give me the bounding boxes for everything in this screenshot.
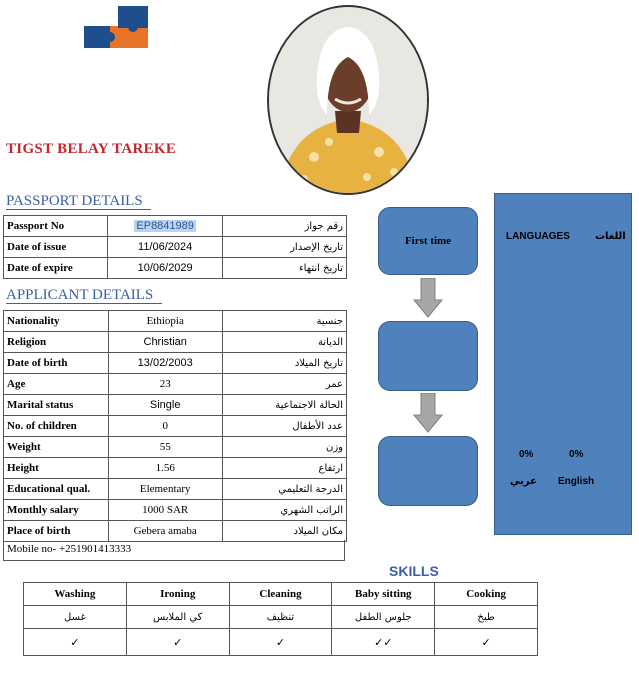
down-arrow-icon bbox=[413, 278, 443, 318]
arabic-language-label: عربي bbox=[510, 476, 537, 487]
skills-arabic-row bbox=[24, 606, 538, 629]
nationality-label: Nationality bbox=[4, 311, 109, 332]
table-row bbox=[4, 521, 347, 542]
table-row bbox=[4, 237, 347, 258]
passport-details-title: PASSPORT DETAILS bbox=[6, 193, 151, 210]
religion-label: Religion bbox=[4, 332, 109, 353]
flow-box-label: First time bbox=[404, 235, 452, 247]
passport-no-highlight: EP8841989 bbox=[136, 220, 194, 232]
date-of-expire-value: 10/06/2029 bbox=[108, 258, 223, 279]
passport-no-arabic: رقم جواز bbox=[222, 216, 346, 237]
company-logo-icon bbox=[84, 6, 150, 50]
table-row bbox=[4, 353, 347, 374]
salary-arabic: الراتب الشهري bbox=[222, 500, 346, 521]
check-icon: ✓ bbox=[126, 629, 229, 656]
weight-label: Weight bbox=[4, 437, 109, 458]
check-icon: ✓ bbox=[229, 629, 332, 656]
religion-value: Christian bbox=[108, 332, 222, 353]
skill-ironing: Ironing bbox=[126, 583, 229, 606]
education-arabic: الدرجة التعليمي bbox=[222, 479, 346, 500]
table-row bbox=[4, 216, 347, 237]
skill-washing: Washing bbox=[24, 583, 127, 606]
date-of-issue-value: 11/06/2024 bbox=[108, 237, 223, 258]
skill-cleaning: Cleaning bbox=[229, 583, 332, 606]
skill-cleaning-arabic: تنظيف bbox=[229, 606, 332, 629]
place-of-birth-arabic: مكان الميلاد bbox=[222, 521, 346, 542]
skill-cooking-arabic: طبخ bbox=[435, 606, 538, 629]
table-row bbox=[4, 395, 347, 416]
check-icon: ✓ bbox=[435, 629, 538, 656]
height-value: 1.56 bbox=[108, 458, 222, 479]
candidate-photo bbox=[267, 5, 429, 195]
height-label: Height bbox=[4, 458, 109, 479]
table-row bbox=[4, 458, 347, 479]
skill-washing-arabic: غسل bbox=[24, 606, 127, 629]
weight-arabic: وزن bbox=[222, 437, 346, 458]
english-percent: 0% bbox=[569, 449, 584, 460]
languages-panel bbox=[494, 193, 632, 535]
education-value: Elementary bbox=[108, 479, 222, 500]
place-of-birth-label: Place of birth bbox=[4, 521, 109, 542]
date-of-expire-arabic: تاريخ انتهاء bbox=[222, 258, 346, 279]
mobile-number: Mobile no- +251901413333 bbox=[3, 540, 345, 561]
person-photo-icon bbox=[269, 7, 427, 193]
table-row bbox=[4, 416, 347, 437]
arabic-percent: 0% bbox=[519, 449, 534, 460]
applicant-details-title: APPLICANT DETAILS bbox=[6, 287, 162, 304]
skills-header-row bbox=[24, 583, 538, 606]
salary-value: 1000 SAR bbox=[108, 500, 222, 521]
table-row bbox=[4, 311, 347, 332]
date-of-issue-arabic: تاريخ الإصدار bbox=[222, 237, 346, 258]
marital-status-value: Single bbox=[108, 395, 222, 416]
skill-baby-sitting: Baby sitting bbox=[332, 583, 435, 606]
skill-ironing-arabic: كي الملابس bbox=[126, 606, 229, 629]
nationality-arabic: جنسية bbox=[222, 311, 346, 332]
religion-arabic: الديانة bbox=[222, 332, 346, 353]
skill-cooking: Cooking bbox=[435, 583, 538, 606]
height-arabic: ارتفاع bbox=[222, 458, 346, 479]
education-label: Educational qual. bbox=[4, 479, 109, 500]
marital-status-label: Marital status bbox=[4, 395, 109, 416]
table-row bbox=[4, 374, 347, 395]
date-of-issue-label: Date of issue bbox=[4, 237, 108, 258]
age-label: Age bbox=[4, 374, 109, 395]
skill-baby-sitting-arabic: جلوس الطفل bbox=[332, 606, 435, 629]
children-label: No. of children bbox=[4, 416, 109, 437]
table-row bbox=[4, 437, 347, 458]
age-value: 23 bbox=[108, 374, 222, 395]
languages-title-arabic: اللغات bbox=[595, 231, 626, 242]
skills-check-row bbox=[24, 629, 538, 656]
age-arabic: عمر bbox=[222, 374, 346, 395]
salary-label: Monthly salary bbox=[4, 500, 109, 521]
passport-table bbox=[3, 215, 347, 279]
check-icon: ✓✓ bbox=[332, 629, 435, 656]
date-of-birth-value: 13/02/2003 bbox=[108, 353, 222, 374]
table-row bbox=[4, 479, 347, 500]
nationality-value: Ethiopia bbox=[108, 311, 222, 332]
check-icon: ✓ bbox=[24, 629, 127, 656]
weight-value: 55 bbox=[108, 437, 222, 458]
english-language-label: English bbox=[558, 476, 595, 487]
date-of-birth-label: Date of birth bbox=[4, 353, 109, 374]
flow-box-3 bbox=[378, 436, 478, 506]
table-row bbox=[4, 258, 347, 279]
date-of-expire-label: Date of expire bbox=[4, 258, 108, 279]
candidate-name: TIGST BELAY TAREKE bbox=[6, 141, 177, 157]
passport-no-value bbox=[108, 216, 223, 237]
marital-status-arabic: الحالة الاجتماعية bbox=[222, 395, 346, 416]
down-arrow-icon bbox=[413, 393, 443, 433]
table-row bbox=[4, 332, 347, 353]
children-value: 0 bbox=[108, 416, 222, 437]
passport-no-label: Passport No bbox=[4, 216, 108, 237]
place-of-birth-value: Gebera amaba bbox=[108, 521, 222, 542]
skills-table bbox=[23, 582, 538, 656]
languages-title: LANGUAGES bbox=[506, 231, 570, 242]
table-row bbox=[4, 500, 347, 521]
skills-title: SKILLS bbox=[389, 563, 439, 579]
children-arabic: عدد الأطفال bbox=[222, 416, 346, 437]
flow-box-2 bbox=[378, 321, 478, 391]
date-of-birth-arabic: تاريخ الميلاد bbox=[222, 353, 346, 374]
applicant-table bbox=[3, 310, 347, 542]
flow-box-first-time bbox=[378, 207, 478, 275]
